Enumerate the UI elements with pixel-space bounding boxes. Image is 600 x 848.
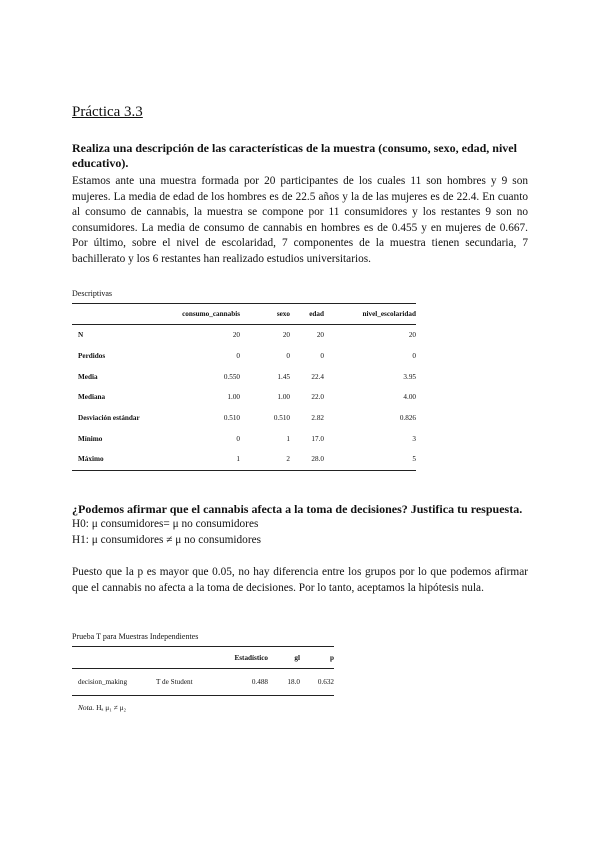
table-row (72, 346, 416, 367)
cell: 17.0 (311, 434, 324, 443)
note-text: Hₐ μ₁ ≠ μ₂ (96, 703, 127, 712)
row-label: Mediana (78, 393, 106, 402)
table-row (72, 408, 416, 429)
cell: 22.4 (311, 372, 324, 381)
col-header: consumo_cannabis (182, 310, 240, 318)
table-row (72, 387, 416, 408)
question-1: Realiza una descripción de las características de la muestra (consumo, sexo, edad, nivel educativo). (72, 141, 517, 170)
cell: 3.95 (403, 372, 416, 381)
answer-paragraph-2: Puesto que la p es mayor que 0.05, no hay diferencia entre los grupos por lo que podemos afirmar que el cannabis no afecta a la toma de decisiones. Por lo tanto, aceptamos la hipótesis nula. (72, 566, 528, 594)
cell: 20 (232, 331, 240, 340)
cell: 1.00 (277, 393, 290, 402)
descriptives-corner (72, 304, 167, 325)
cell: 0.826 (399, 414, 416, 423)
cell: 20 (408, 331, 416, 340)
cell: 0.632 (317, 678, 334, 686)
cell: 0 (286, 352, 290, 361)
descriptives-caption: Descriptivas (72, 289, 112, 298)
hypothesis-h1: H1: μ consumidores ≠ μ no consumidores (72, 534, 262, 546)
table-row (72, 366, 416, 387)
cell: 0.550 (223, 372, 240, 381)
variable-name: decision_making (78, 678, 128, 686)
cell: 2.82 (311, 414, 324, 423)
descriptives-header-row (72, 304, 416, 325)
page-title: Práctica 3.3 (72, 104, 143, 120)
table-row (72, 449, 416, 470)
ttest-table (72, 646, 334, 696)
cell: 3 (412, 434, 416, 443)
cell: 20 (282, 331, 290, 340)
cell: 0 (412, 352, 416, 361)
table-row (72, 325, 416, 346)
row-label: Máximo (78, 455, 104, 464)
cell: 1.45 (277, 372, 290, 381)
cell: 22.0 (311, 393, 324, 402)
ttest-caption: Prueba T para Muestras Independientes (72, 632, 199, 641)
cell: 1 (286, 434, 290, 443)
col-header: nivel_escolaridad (362, 310, 416, 318)
row-label: Desviación estándar (78, 414, 140, 423)
table-note (78, 703, 126, 712)
cell: 0.488 (251, 678, 268, 686)
question-2: ¿Podemos afirmar que el cannabis afecta a la toma de decisiones? Justifica tu respuesta. (72, 502, 523, 516)
row-label: Perdidos (78, 352, 106, 361)
cell: 2 (286, 455, 290, 464)
descriptives-table (72, 303, 416, 471)
col-header: p (330, 653, 334, 662)
note-label: Nota. (78, 703, 95, 712)
cell: 4.00 (403, 393, 416, 402)
col-header: sexo (276, 310, 290, 318)
col-header: Estadístico (234, 653, 268, 662)
cell: 20 (316, 331, 324, 340)
cell: 28.0 (311, 455, 324, 464)
test-name: T de Student (156, 678, 193, 686)
cell: 0.510 (273, 414, 290, 423)
ttest-corner (72, 647, 156, 669)
table-row (72, 428, 416, 449)
cell: 0 (320, 352, 324, 361)
hypothesis-h0: H0: μ consumidores= μ no consumidores (72, 518, 259, 530)
row-label: N (78, 331, 84, 340)
cell: 1 (236, 455, 240, 464)
ttest-header-row (72, 647, 334, 669)
cell: 5 (412, 455, 416, 464)
cell: 1.00 (227, 393, 240, 402)
ttest-corner (156, 647, 218, 669)
cell: 0 (236, 434, 240, 443)
row-label: Media (78, 372, 98, 381)
cell: 0 (236, 352, 240, 361)
cell: 18.0 (287, 678, 300, 686)
cell: 0.510 (223, 414, 240, 423)
answer-paragraph-1: Estamos ante una muestra formada por 20 participantes de los cuales 11 son hombres y 9 son mujeres. La media de edad de los hombres es de 22.5 años y la de las mujeres es de 22.4. En cuanto al consumo de cannabis, la muestra se compone por 11 consumidores y los restantes 9 son no consumidores. La media de consumo de cannabis en hombres es de 0.455 y en mujeres de 0.667. Por último, sobre el nivel de escolaridad, 7 componentes de la muestra tienen secundaria, 7 bachillerato y los 6 restantes han realizado estudios universitarios. (72, 175, 528, 265)
col-header: gl (294, 653, 300, 662)
col-header: edad (309, 310, 324, 318)
table-row (72, 669, 334, 696)
row-label: Mínimo (78, 434, 103, 443)
